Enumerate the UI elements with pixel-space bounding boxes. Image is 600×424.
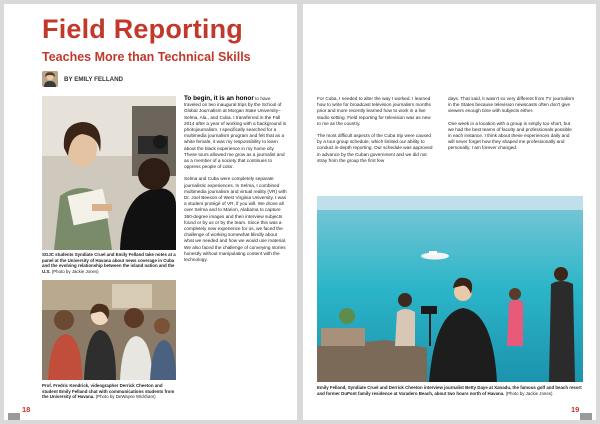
- paragraph-1: to have traveled on two inaugural trips by the School of Global Journalism at Morgan State University–Selma, Ala., and Cuba. I transferred in the Fall 2014 after a year of working with a background in photojournalism. I specifically searched for a multimedia journalism program and felt that as a white female, it was my responsibility to learn about the black experience in my home city. These tours allowed me grow as a journalist and as a member of a society that continues to oppress people of color.: [184, 96, 287, 170]
- paragraph-3: For Cuba, I needed to alter the way I worked. I learned how to write for broadcast television journalism months prior and more recently learned how to work in a live studio setting. Field reporting for television was as new to me as the country.: [317, 96, 431, 126]
- page-tab-left: [8, 413, 20, 420]
- body-column-2: [317, 96, 435, 170]
- paragraph-5: days. That said, it wasn't so very different from TV journalism in the States because television newscasts often don't give viewers enough time with subjects either.: [448, 96, 575, 114]
- lead-in: To begin, it is an honor: [184, 95, 254, 102]
- photo-credit: (Photo by Jackie Jones): [51, 268, 99, 274]
- left-page: [4, 4, 297, 420]
- photo-students-chat: [42, 280, 176, 380]
- page-number-right: 19: [571, 405, 580, 414]
- article-subtitle: Teaches More than Technical Skills: [42, 50, 251, 64]
- paragraph-4: The most difficult aspects of the Cuba trip were caused by a tour group schedule, which limited our ability to conduct in-depth reporting. Our schedule was approved in advance by the Cuban government and we did not stray from the group the first few: [317, 133, 433, 163]
- caption-text: SOJC students Syndiate Cruel and Emily Felland take notes at a panel at the University of Havana about news coverage in Cuba and the evolving relationship between the island nation and the U.S.: [42, 252, 176, 274]
- body-column-3: [448, 96, 576, 158]
- article-title: Field Reporting: [42, 14, 243, 44]
- page-number-left: 18: [22, 405, 31, 414]
- photo-credit: (Photo by Jackie Jones): [505, 390, 553, 396]
- photo-caption-1: [42, 252, 176, 274]
- paragraph-2: Selma and Cuba were completely separate journalistic experiences. In Selma, I combined multimedia journalism and virtual reality (VR) with Dr. Joel Beeson of West Virginia University. I was a student protégé of VR, if you will. We drove all over Selma and to Marion, Alabama to capture 360-degree images and then interview subjects found or by us or by the team. Since this was a completely new experience for us, we faced the challenge of working somewhat blindly about what we needed and how we would use material. We also faced the challenge of conveying stories honestly without manipulating content with the technology.: [184, 176, 287, 263]
- caption-text: Emily Felland, Syndiate Cruel and Derrick Cheeton interview journalist Betty Daye at Xanadu, the famous golf and beach resort and former DuPont family residence at Varadero Beach, about two hours north of Havana.: [317, 385, 582, 396]
- photo-credit: (Photo by DeWayne Wickham): [95, 394, 156, 400]
- author-avatar: [42, 71, 58, 87]
- paragraph-6: One week in a location with a group is simply too short, but we had the best teams of faculty and professionals possible in each instance. I think about these experiences daily and will never forget how they shaped me professionally and personally. I am forever changed.: [448, 120, 572, 151]
- photo-panel-notes: [42, 96, 176, 250]
- caption-text: Prof. Fredric Kendrick, videographer Derrick Cheeton and student Emily Felland chat with communications students from the University of Havana.: [42, 383, 175, 400]
- photo-caption-3: [317, 385, 583, 396]
- page-tab-right: [580, 413, 592, 420]
- body-column-1: [184, 96, 288, 269]
- photo-beach-interview: [317, 196, 583, 382]
- right-page: [303, 4, 596, 420]
- article-byline: BY EMILY FELLAND: [64, 76, 124, 83]
- photo-caption-2: [42, 383, 176, 400]
